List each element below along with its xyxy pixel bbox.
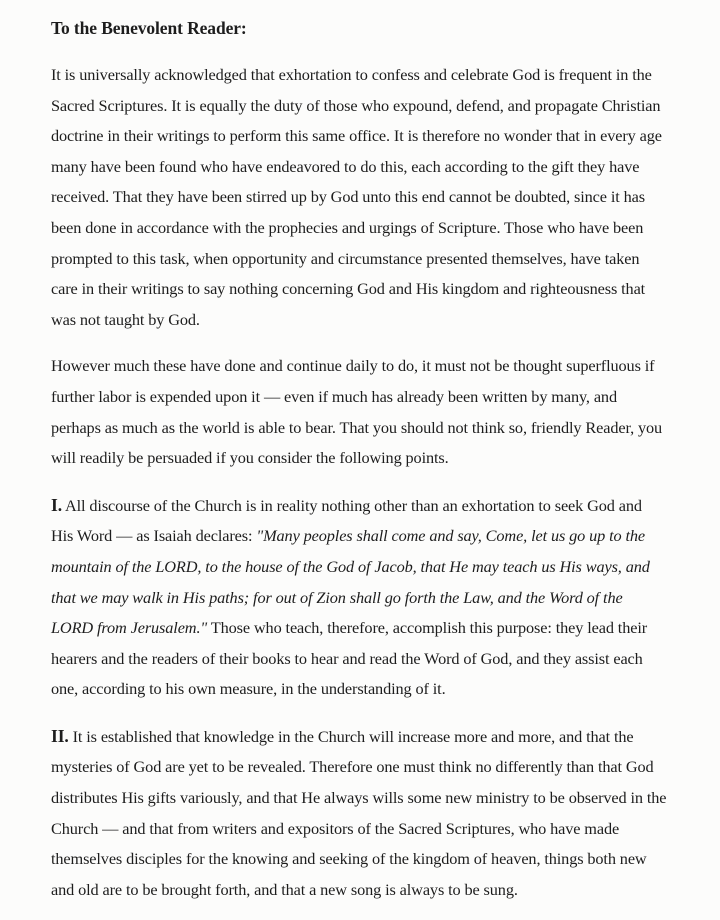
paragraph-intro: It is universally acknowledged that exhortation to confess and celebrate God is frequent in the Sacred Scriptures. It is equally the duty of those who expound, defend, and propagate Christian doctrine in their writings to perform this same office. It is therefore no wonder that in every age many have been found who have endeavored to do this, each according to the gift they have received. That they have been stirred up by God unto this end cannot be doubted, since it has been done in accordance with the prophecies and urgings of Scripture. Those who have been prompted to this task, when opportunity and circumstance presented themselves, have taken care in their writings to say nothing concerning God and His kingdom and righteousness that was not taught by God. xyxy=(51,65,662,329)
point-one xyxy=(51,490,668,705)
paragraph-superfluous: However much these have done and continue daily to do, it must not be thought superfluous if further labor is expended upon it — even if much has already been written by many, and perhaps as much as the world is able to bear. That you should not think so, friendly Reader, you will readily be persuaded if you consider the following points. xyxy=(51,356,663,468)
point-two xyxy=(51,721,668,906)
point-two-numeral: II. xyxy=(51,725,69,746)
point-two-text: It is established that knowledge in the Church will increase more and more, and that the mysteries of God are yet to be revealed. Therefore one must think no differently than that God distributes His gifts variously, and that He always wills some new ministry to be observed in the Church — and that from writers and expositors of the Sacred Scriptures, who have made themselves disciples for the knowing and seeking of the kingdom of heaven, things both new and old are to be brought forth, and that a new song is always to be sung. xyxy=(51,726,667,899)
isaiah-quote: "Many peoples shall come and say, Come, let us go up to the mountain of the LORD, to the house of the God of Jacob, that He may teach us His ways, and that we may walk in His paths; for out of Zion shall go forth the Law, and the Word of the LORD from Jerusalem." xyxy=(51,526,650,638)
point-one-numeral: I. xyxy=(51,494,62,515)
point-one-text-after: Those who teach, therefore, accomplish this purpose: they lead their hearers and the readers of their books to hear and read the Word of God, and they assist each one, according to his own measure, in the understanding of it. xyxy=(51,618,648,699)
document-heading: To the Benevolent Reader: xyxy=(51,18,247,38)
point-one-text-before: All discourse of the Church is in reality nothing other than an exhortation to seek God and His Word — as Isaiah declares: xyxy=(51,495,642,546)
